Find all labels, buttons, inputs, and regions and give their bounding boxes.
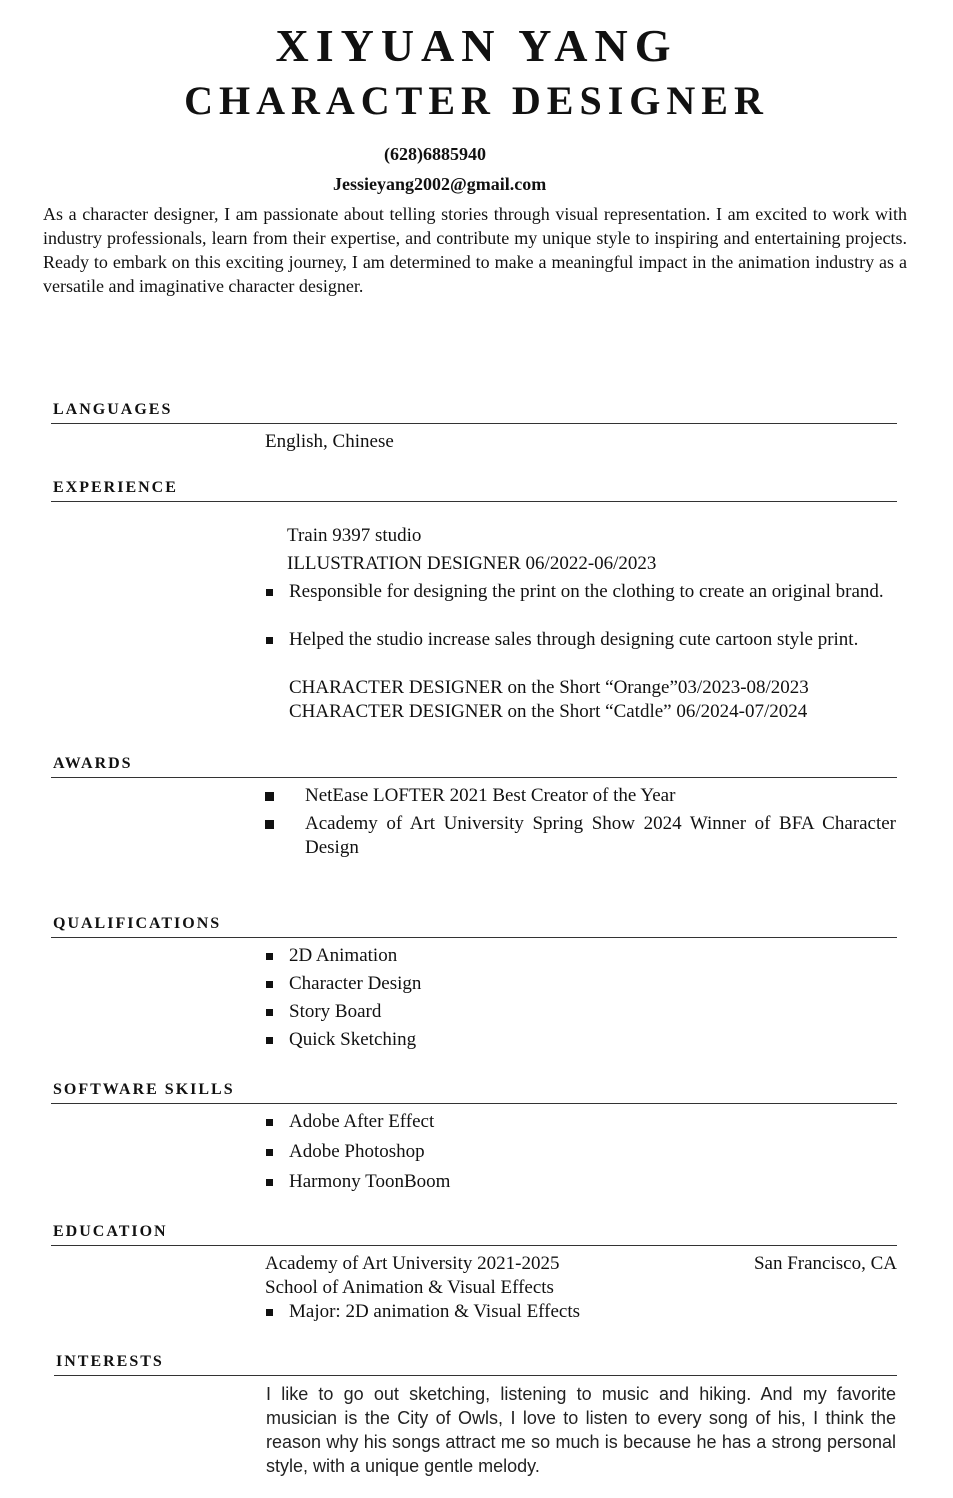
phone-number: (628)6885940 <box>384 144 486 164</box>
languages-text: English, Chinese <box>265 431 394 452</box>
award-item-1: NetEase LOFTER 2021 Best Creator of the Year <box>305 785 676 806</box>
education-divider <box>51 1245 897 1246</box>
awards-divider <box>51 777 897 778</box>
bullet-icon <box>266 1149 273 1156</box>
professional-summary: As a character designer, I am passionate about telling stories through visual representation. I am excited to work with industry professionals, learn from their expertise, and contribute my unique style to inspiring and entertaining projects. Ready to embark on this exciting journey, I am determined to make a meaningful impact in the animation industry as a versatile and imaginative character designer. <box>43 204 907 296</box>
software-item: Adobe After Effect <box>289 1111 435 1132</box>
education-major: Major: 2D animation & Visual Effects <box>289 1301 581 1322</box>
qualifications-divider <box>51 937 897 938</box>
experience-heading: EXPERIENCE <box>53 479 178 496</box>
bullet-icon <box>266 637 273 644</box>
education-department: School of Animation & Visual Effects <box>265 1277 554 1298</box>
qualification-item: 2D Animation <box>289 945 398 966</box>
bullet-icon <box>266 1037 273 1044</box>
awards-heading: AWARDS <box>53 755 133 772</box>
education-school: Academy of Art University 2021-2025 <box>265 1253 560 1274</box>
bullet-icon <box>265 792 274 801</box>
qualification-item: Quick Sketching <box>289 1029 417 1050</box>
software-skills-divider <box>51 1103 897 1104</box>
education-location: San Francisco, CA <box>753 1253 897 1274</box>
bullet-icon <box>266 981 273 988</box>
qualification-item: Character Design <box>289 973 422 994</box>
software-item: Adobe Photoshop <box>289 1141 425 1162</box>
interests-text: I like to go out sketching, listening to music and hiking. And my favorite musician is the City of Owls, I love to listen to every song of his, I think the reason why his songs attract me so much is because he has a strong personal style, with a unique gentle melody. <box>266 1384 896 1476</box>
languages-heading: LANGUAGES <box>53 401 173 418</box>
bullet-icon <box>266 1309 273 1316</box>
bullet-icon <box>266 1179 273 1186</box>
bullet-icon <box>265 820 274 829</box>
bullet-icon <box>266 953 273 960</box>
bullet-icon <box>266 1009 273 1016</box>
bullet-icon <box>266 1119 273 1126</box>
education-heading: EDUCATION <box>53 1223 168 1240</box>
experience-bullet-1: Responsible for designing the print on the clothing to create an original brand. <box>289 581 884 602</box>
experience-role-orange: CHARACTER DESIGNER on the Short “Orange”03/2023-08/2023 <box>289 677 809 698</box>
job-title: CHARACTER DESIGNER <box>184 78 769 123</box>
software-item: Harmony ToonBoom <box>289 1171 451 1192</box>
qualification-item: Story Board <box>289 1001 382 1022</box>
languages-divider <box>51 423 897 424</box>
interests-heading: INTERESTS <box>56 1353 164 1370</box>
experience-role-catdle: CHARACTER DESIGNER on the Short “Catdle” 06/2024-07/2024 <box>289 701 808 722</box>
experience-bullet-2: Helped the studio increase sales through designing cute cartoon style print. <box>289 629 859 650</box>
interests-divider <box>54 1375 897 1376</box>
experience-company: Train 9397 studio <box>287 525 422 546</box>
qualifications-heading: QUALIFICATIONS <box>53 915 222 932</box>
email-address: Jessieyang2002@gmail.com <box>333 174 547 194</box>
bullet-icon <box>266 589 273 596</box>
award-item-2: Academy of Art University Spring Show 2024 Winner of BFA Character Design <box>305 813 896 858</box>
software-skills-heading: SOFTWARE SKILLS <box>53 1081 235 1098</box>
candidate-name: XIYUAN YANG <box>275 20 678 71</box>
experience-divider <box>51 501 897 502</box>
experience-role: ILLUSTRATION DESIGNER 06/2022-06/2023 <box>287 553 657 574</box>
